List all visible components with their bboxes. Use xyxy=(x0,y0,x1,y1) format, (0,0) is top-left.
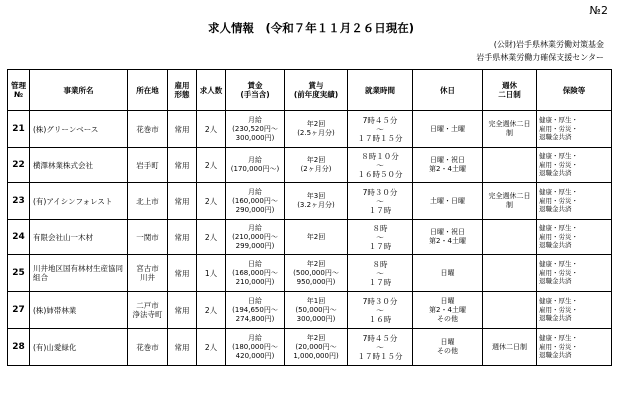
cell-bonus: 年3回 (3.2ヶ月分) xyxy=(285,183,348,220)
cell-bonus: 年2回 (2ヶ月分) xyxy=(285,148,348,183)
cell-weekly xyxy=(483,292,537,329)
header-insurance: 保険等 xyxy=(537,70,612,111)
table-row xyxy=(8,329,612,366)
cell-company: 横澤林業株式会社 xyxy=(30,148,128,183)
header-company: 事業所名 xyxy=(30,70,128,111)
header-row xyxy=(8,70,612,111)
cell-employment: 常用 xyxy=(168,329,197,366)
cell-hours: ８時 ～ １７時 xyxy=(348,220,413,255)
cell-wage: 月給 (230,520円～ 300,000円) xyxy=(226,111,285,148)
cell-count: 2人 xyxy=(197,183,226,220)
cell-company: (株)グリーンベース xyxy=(30,111,128,148)
cell-hours: 7時４５分 ～ １７時１５分 xyxy=(348,329,413,366)
cell-no: 28 xyxy=(8,329,30,366)
table-row xyxy=(8,148,612,183)
cell-location: 宮古市 川井 xyxy=(128,255,168,292)
cell-company: (株)姉帯林業 xyxy=(30,292,128,329)
cell-wage: 日給 (168,000円～ 210,000円) xyxy=(226,255,285,292)
cell-insurance: 健康・厚生・ 雇用・労災・ 退職金共済 xyxy=(537,183,612,220)
cell-no: 22 xyxy=(8,148,30,183)
header-count: 求人数 xyxy=(197,70,226,111)
header-wage: 賃金 (手当含) xyxy=(226,70,285,111)
cell-hours: ８時１０分 ～ １６時５０分 xyxy=(348,148,413,183)
cell-hours: 7時３０分 ～ １６時 xyxy=(348,292,413,329)
cell-weekly xyxy=(483,255,537,292)
cell-count: 2人 xyxy=(197,292,226,329)
header-holidays: 休日 xyxy=(413,70,483,111)
cell-location: 花巻市 xyxy=(128,111,168,148)
cell-holidays: 日曜・土曜 xyxy=(413,111,483,148)
cell-employment: 常用 xyxy=(168,111,197,148)
cell-count: 2人 xyxy=(197,111,226,148)
org-name-1: (公財)岩手県林業労働対策基金 xyxy=(493,40,604,49)
cell-holidays: 日曜・祝日 第2・4土曜 xyxy=(413,220,483,255)
cell-insurance: 健康・厚生・ 雇用・労災・ 退職金共済 xyxy=(537,220,612,255)
cell-wage: 月給 (210,000円～ 299,000円) xyxy=(226,220,285,255)
cell-employment: 常用 xyxy=(168,255,197,292)
cell-wage: 月給 (180,000円～ 420,000円) xyxy=(226,329,285,366)
cell-bonus: 年2回 (500,000円～ 950,000円) xyxy=(285,255,348,292)
cell-employment: 常用 xyxy=(168,183,197,220)
cell-location: 岩手町 xyxy=(128,148,168,183)
cell-insurance: 健康・厚生・ 雇用・労災・ 退職金共済 xyxy=(537,111,612,148)
table-row xyxy=(8,220,612,255)
job-listings-table xyxy=(7,69,612,366)
cell-bonus: 年2回 (2.5ヶ月分) xyxy=(285,111,348,148)
cell-bonus: 年2回 (20,000円～ 1,000,000円) xyxy=(285,329,348,366)
cell-no: 24 xyxy=(8,220,30,255)
header-no: 管理 № xyxy=(8,70,30,111)
cell-bonus: 年1回 (50,000円～ 300,000円) xyxy=(285,292,348,329)
page-number: №2 xyxy=(589,4,608,17)
cell-hours: ８時 ～ １７時 xyxy=(348,255,413,292)
cell-holidays: 土曜・日曜 xyxy=(413,183,483,220)
header-location: 所在地 xyxy=(128,70,168,111)
header-bonus: 賞与 (前年度実績) xyxy=(285,70,348,111)
cell-location: 花巻市 xyxy=(128,329,168,366)
cell-hours: 7時３０分 ～ １７時 xyxy=(348,183,413,220)
cell-count: 1人 xyxy=(197,255,226,292)
cell-weekly: 完全週休二日 制 xyxy=(483,183,537,220)
cell-count: 2人 xyxy=(197,329,226,366)
header-employment: 雇用 形態 xyxy=(168,70,197,111)
cell-count: 2人 xyxy=(197,148,226,183)
cell-weekly: 完全週休二日 制 xyxy=(483,111,537,148)
cell-location: 一関市 xyxy=(128,220,168,255)
page-title: 求人情報 (令和７年１１月２６日現在) xyxy=(207,21,414,35)
cell-insurance: 健康・厚生・ 雇用・労災・ 退職金共済 xyxy=(537,255,612,292)
cell-no: 21 xyxy=(8,111,30,148)
cell-employment: 常用 xyxy=(168,292,197,329)
table-row xyxy=(8,292,612,329)
cell-employment: 常用 xyxy=(168,148,197,183)
cell-no: 25 xyxy=(8,255,30,292)
cell-no: 27 xyxy=(8,292,30,329)
cell-location: 北上市 xyxy=(128,183,168,220)
cell-hours: 7時４５分 ～ １７時１５分 xyxy=(348,111,413,148)
cell-wage: 日給 (194,650円～ 274,800円) xyxy=(226,292,285,329)
cell-holidays: 日曜・祝日 第2・4土曜 xyxy=(413,148,483,183)
cell-bonus: 年2回 xyxy=(285,220,348,255)
cell-company: (有)アイシンフォレスト xyxy=(30,183,128,220)
cell-wage: 月給 (170,000円～) xyxy=(226,148,285,183)
cell-count: 2人 xyxy=(197,220,226,255)
cell-location: 二戸市 浄法寺町 xyxy=(128,292,168,329)
cell-holidays: 日曜 xyxy=(413,255,483,292)
cell-company: 有限会社山一木材 xyxy=(30,220,128,255)
cell-insurance: 健康・厚生・ 雇用・労災・ 退職金共済 xyxy=(537,292,612,329)
header-weekly: 週休 二日制 xyxy=(483,70,537,111)
cell-employment: 常用 xyxy=(168,220,197,255)
cell-insurance: 健康・厚生・ 雇用・労災・ 退職金共済 xyxy=(537,148,612,183)
cell-company: 川井地区国有林材生産協同組合 xyxy=(30,255,128,292)
table-row xyxy=(8,183,612,220)
cell-holidays: 日曜 その他 xyxy=(413,329,483,366)
cell-weekly xyxy=(483,220,537,255)
cell-weekly: 週休二日制 xyxy=(483,329,537,366)
cell-company: (有)山愛緑化 xyxy=(30,329,128,366)
header-hours: 就業時間 xyxy=(348,70,413,111)
table-row xyxy=(8,255,612,292)
org-name-2: 岩手県林業労働力確保支援センター xyxy=(476,53,604,62)
cell-wage: 月給 (160,000円～ 290,000円) xyxy=(226,183,285,220)
cell-insurance: 健康・厚生・ 雇用・労災・ 退職金共済 xyxy=(537,329,612,366)
cell-holidays: 日曜 第2・4土曜 その他 xyxy=(413,292,483,329)
table-row xyxy=(8,111,612,148)
cell-no: 23 xyxy=(8,183,30,220)
cell-weekly xyxy=(483,148,537,183)
